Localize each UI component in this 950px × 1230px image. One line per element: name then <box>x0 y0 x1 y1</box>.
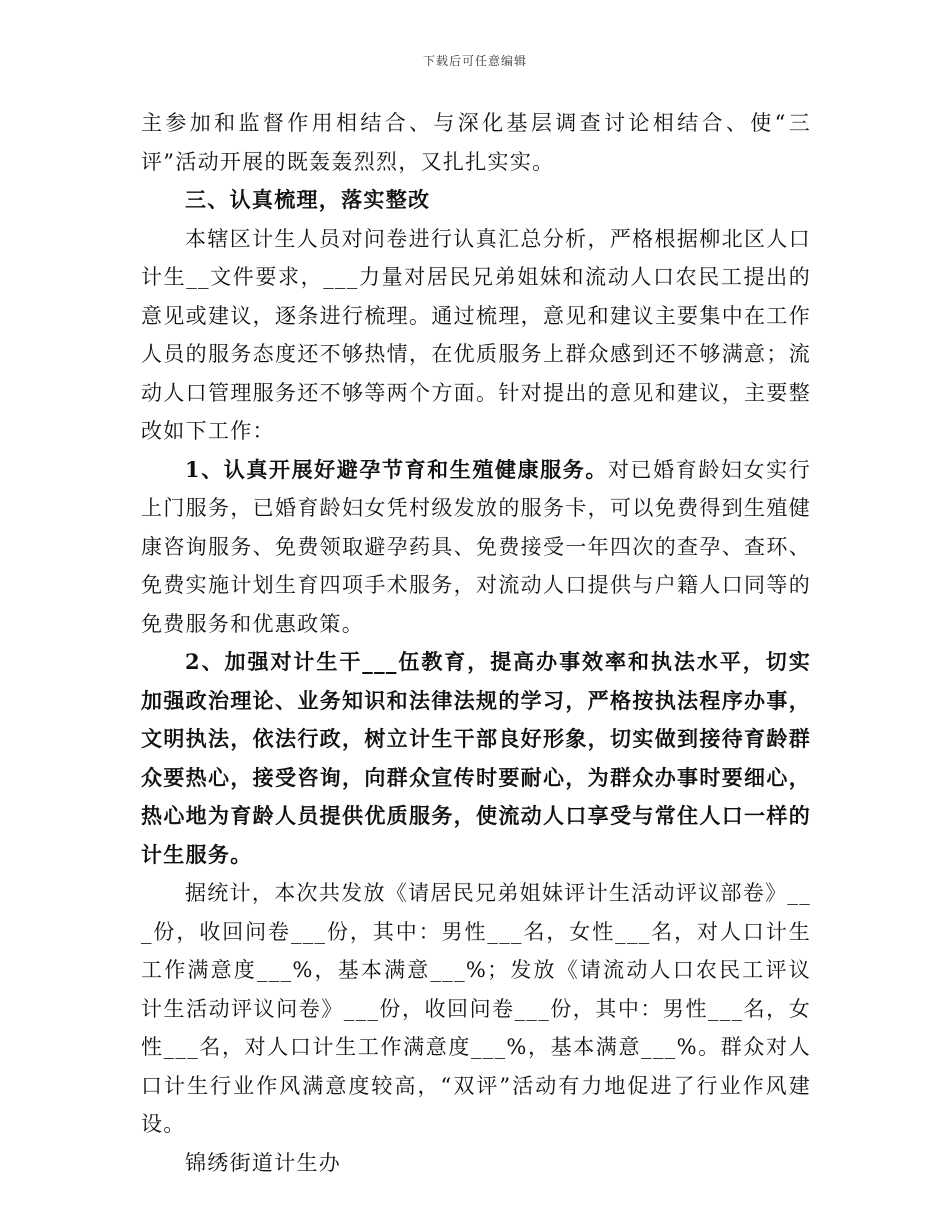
item-1-body: 对已婚育龄妇女实行上门服务，已婚育龄妇女凭村级发放的服务卡，可以免费得到生殖健康咨询服务、免费领取避孕药具、免费接受一年四次的查孕、查环、免费实施计划生育四项手术服务，对流动人口提供与户籍人口同等的免费服务和优惠政策。 <box>141 457 812 636</box>
item-1-paragraph <box>141 451 811 644</box>
document-body <box>141 104 811 1182</box>
section-paragraph: 本辖区计生人员对问卷进行认真汇总分析，严格根据柳北区人口计生__文件要求，___力量对居民兄弟姐妹和流动人口农民工提出的意见或建议，逐条进行梳理。通过梳理，意见和建议主要集中在工作人员的服务态度还不够热情，在优质服务上群众感到还不够满意；流动人口管理服务还不够等两个方面。针对提出的意见和建议，主要整改如下工作： <box>141 226 811 443</box>
item-1-lead: 1、认真开展好避孕节育和生殖健康服务。 <box>185 456 608 482</box>
item-2-paragraph: 2、加强对计生干___伍教育，提高办事效率和执法水平，切实加强政治理论、业务知识和法律法规的学习，严格按执法程序办事，文明执法，依法行政，树立计生干部良好形象，切实做到接待育龄群众要热心，接受咨询，向群众宣传时要耐心，为群众办事时要细心，热心地为育龄人员提供优质服务，使流动人口享受与常住人口一样的计生服务。 <box>141 649 811 867</box>
intro-paragraph: 主参加和监督作用相结合、与深化基层调查讨论相结合、使“三评”活动开展的既轰轰烈烈，又扎扎实实。 <box>141 111 811 174</box>
section-heading: 三、认真梳理，落实整改 <box>185 187 431 212</box>
signature: 锦绣街道计生办 <box>185 1150 342 1175</box>
page-header: 下载后可任意编辑 <box>422 54 527 68</box>
statistics-paragraph: 据统计，本次共发放《请居民兄弟姐妹评计生活动评议部卷》___份，收回问卷___份，其中：男性___名，女性___名，对人口计生工作满意度___%，基本满意___%；发放《请流动人口农民工评议计生活动评议问卷》___份，收回问卷___份，其中：男性___名，女性___名，对人口计生工作满意度___%，基本满意___%。群众对人口计生行业作风满意度较高，“双评”活动有力地促进了行业作风建设。 <box>141 881 811 1136</box>
